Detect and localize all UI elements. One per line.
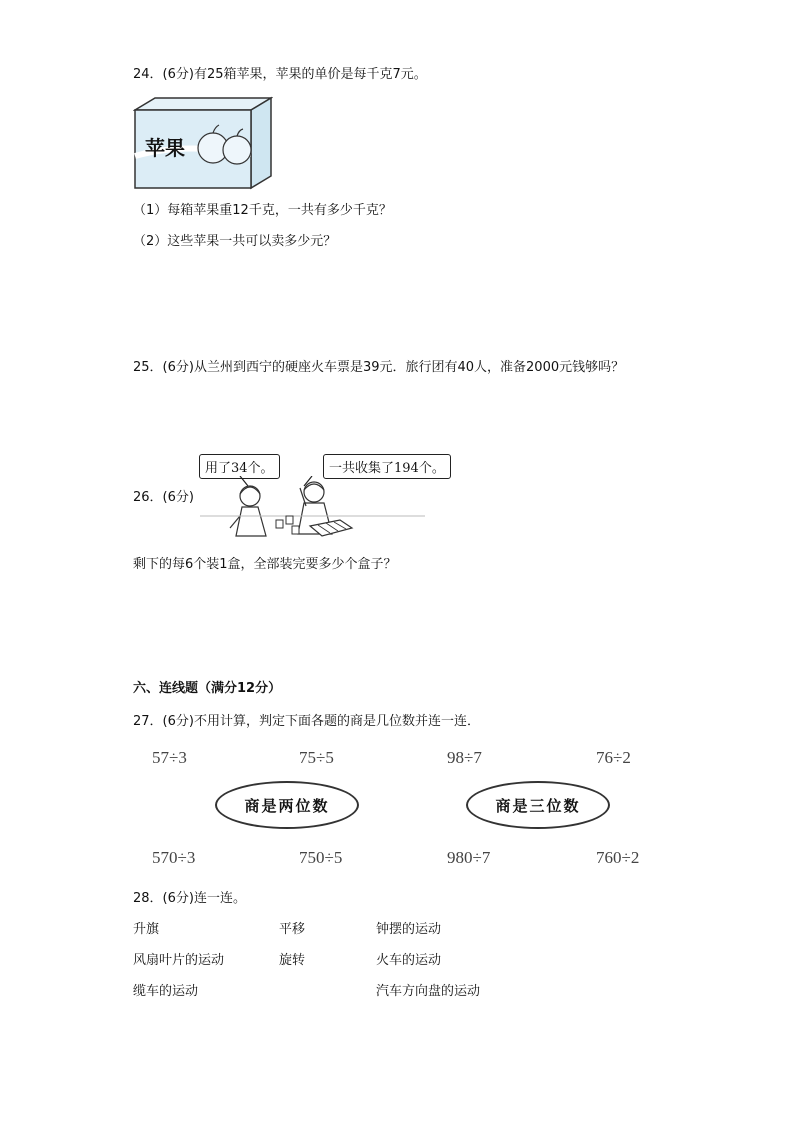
q28-col1-item[interactable]: 风扇叶片的运动 — [133, 953, 225, 968]
q26-question: 剩下的每6个装1盒，全部装完要多少个盒子？ — [133, 557, 397, 572]
q25-stem: 25．(6分)从兰州到西宁的硬座火车票是39元．旅行团有40人，准备2000元钱够吗？ — [133, 360, 625, 375]
apple-icon — [223, 136, 251, 164]
q24-sub1: （1）每箱苹果重12千克，一共有多少千克？ — [133, 203, 392, 218]
bottom-expression: 760÷2 — [596, 848, 640, 867]
speech-bubble-left: 用了34个。 — [199, 454, 280, 479]
q28-col2-item[interactable]: 平移 — [279, 922, 306, 937]
q28-col3-item[interactable]: 钟摆的运动 — [376, 922, 442, 937]
q26-label: 26．(6分) — [133, 490, 194, 505]
q28-col3-item[interactable]: 火车的运动 — [376, 953, 442, 968]
q27-stem: 27．(6分)不用计算，判定下面各题的商是几位数并连一连． — [133, 714, 480, 729]
bottom-expression: 980÷7 — [447, 848, 491, 867]
speech-bubble-right: 一共收集了194个。 — [323, 454, 451, 479]
bottom-expression: 750÷5 — [299, 848, 343, 867]
q28-col1-item[interactable]: 缆车的运动 — [133, 984, 199, 999]
q24-sub2: （2）这些苹果一共可以卖多少元？ — [133, 234, 337, 249]
oval-three-digit[interactable]: 商是三位数 — [466, 781, 610, 829]
top-expression: 98÷7 — [447, 748, 482, 767]
q24-stem: 24．(6分)有25箱苹果，苹果的单价是每千克7元。 — [133, 67, 427, 82]
q28-col2-item[interactable]: 旋转 — [279, 953, 306, 968]
q28-col1-item[interactable]: 升旗 — [133, 922, 160, 937]
top-expression: 57÷3 — [152, 748, 187, 767]
bottom-expression: 570÷3 — [152, 848, 196, 867]
top-expression: 75÷5 — [299, 748, 334, 767]
top-expression: 76÷2 — [596, 748, 631, 767]
section6-heading: 六、连线题（满分12分） — [133, 681, 282, 696]
oval-two-digit[interactable]: 商是两位数 — [215, 781, 359, 829]
apple-box-label: 苹果 — [145, 136, 185, 160]
q28-stem: 28．(6分)连一连。 — [133, 891, 246, 906]
children-counting-illustration — [200, 476, 430, 546]
q28-col3-item[interactable]: 汽车方向盘的运动 — [376, 984, 481, 999]
